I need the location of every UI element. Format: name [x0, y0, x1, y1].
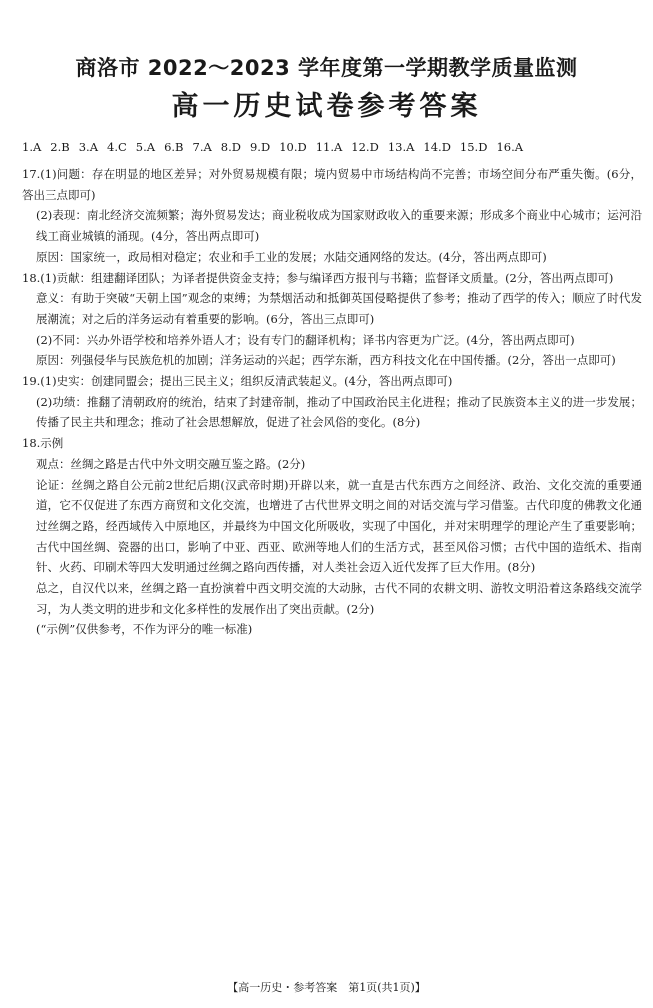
choice-answer: 8.D	[220, 140, 241, 154]
answer-paragraph: (2)功绩：推翻了清朝政府的统治，结束了封建帝制，推动了中国政治民主化进程；推动了民族资本主义的进一步发展；传播了民主共和理念；推动了社会思想解放，促进了社会风俗的变化。(8分)	[36, 394, 642, 430]
answer-paragraph: (2)不同：兴办外语学校和培养外语人才；设有专门的翻译机构；译书内容更为广泛。(4分，答出两点即可)	[36, 332, 575, 347]
answer-paragraph: 原因：国家统一，政局相对稳定；农业和手工业的发展；水陆交通网络的发达。(4分，答出两点即可)	[36, 249, 547, 264]
choice-answer: 6.B	[164, 140, 184, 154]
choice-answer: 13.A	[387, 140, 415, 154]
choice-answers-row	[22, 140, 642, 154]
answer-paragraph: 17.(1)问题：存在明显的地区差异；对外贸易规模有限；境内贸易中市场结构尚不完善；市场空间分布严重失衡。(6分，答出三点即可)	[22, 167, 642, 202]
answer-paragraph: 论证：丝绸之路自公元前2世纪后期(汉武帝时期)开辟以来，就一直是古代东西方之间经济、政治、文化交流的重要通道，它不仅促进了东西方商贸和文化交流，也增进了古代世界文明之间的对话交流与学习借鉴。古代印度的佛教文化通过丝绸之路，经西域传入中原地区，并最终为中国文化所吸收，实现了中国化，并对宋明理学的理论产生了重要影响；古代中国丝绸、瓷器的出口，影响了中亚、西亚、欧洲等地人们的生活方式，甚至风俗习惯；古代中国的造纸术、指南针、火药、印刷术等四大发明通过丝绸之路向西传播，对人类社会迈入近代发挥了巨大作用。(8分)	[36, 477, 642, 575]
answer-paragraph: (“示例”仅供参考，不作为评分的唯一标准)	[36, 622, 253, 637]
document-title: 高一历史试卷参考答案	[171, 91, 482, 122]
choice-answer: 4.C	[107, 140, 127, 154]
choice-answer: 2.B	[50, 140, 70, 154]
choice-answer: 14.D	[423, 140, 451, 154]
answer-body	[22, 164, 642, 640]
choice-answer: 1.A	[22, 140, 42, 154]
answer-paragraph: 18.示例	[22, 436, 64, 451]
choice-answer: 15.D	[459, 140, 488, 154]
choice-answer: 5.A	[135, 140, 156, 154]
answer-paragraph: 原因：列强侵华与民族危机的加剧；洋务运动的兴起；西学东渐，西方科技文化在中国传播。(2分，答出一点即可)	[36, 353, 616, 368]
choice-answer: 3.A	[78, 140, 98, 154]
answer-paragraph: 意义：有助于突破“天朝上国”观念的束缚；为禁烟活动和抵御英国侵略提供了参考；推动了西学的传入；顺应了时代发展潮流；对之后的洋务运动有着重要的影响。(6分，答出三点即可)	[36, 291, 642, 326]
answer-paragraph: 18.(1)贡献：组建翻译团队；为译者提供资金支持；参与编译西方报刊与书籍；监督译文质量。(2分，答出两点即可)	[22, 270, 614, 285]
choice-answer: 7.A	[192, 140, 212, 154]
choice-answer: 12.D	[351, 140, 379, 154]
answer-paragraph: 总之，自汉代以来，丝绸之路一直扮演着中西文明交流的大动脉，古代不同的农耕文明、游牧文明沿着这条路线交流学习，为人类文明的进步和文化多样性的发展作出了突出贡献。(2分)	[36, 581, 642, 616]
answer-paragraph: 19.(1)史实：创建同盟会；提出三民主义；组织反清武装起义。(4分，答出两点即可)	[22, 374, 453, 389]
choice-answer: 11.A	[315, 140, 343, 154]
answer-paragraph: 观点：丝绸之路是古代中外文明交融互鉴之路。(2分)	[36, 456, 306, 471]
page-footer: 【高一历史・参考答案 第1页(共1页)】	[227, 981, 426, 994]
exam-title: 商洛市 2022～2023 学年度第一学期教学质量监测	[75, 56, 578, 80]
answer-paragraph: (2)表现：南北经济交流频繁；海外贸易发达；商业税收成为国家财政收入的重要来源；形成多个商业中心城市；运河沿线工商业城镇的涌现。(4分，答出两点即可)	[36, 208, 642, 244]
choice-answer: 10.D	[279, 140, 307, 154]
choice-answer: 16.A	[496, 140, 524, 154]
choice-answer: 9.D	[249, 140, 271, 154]
